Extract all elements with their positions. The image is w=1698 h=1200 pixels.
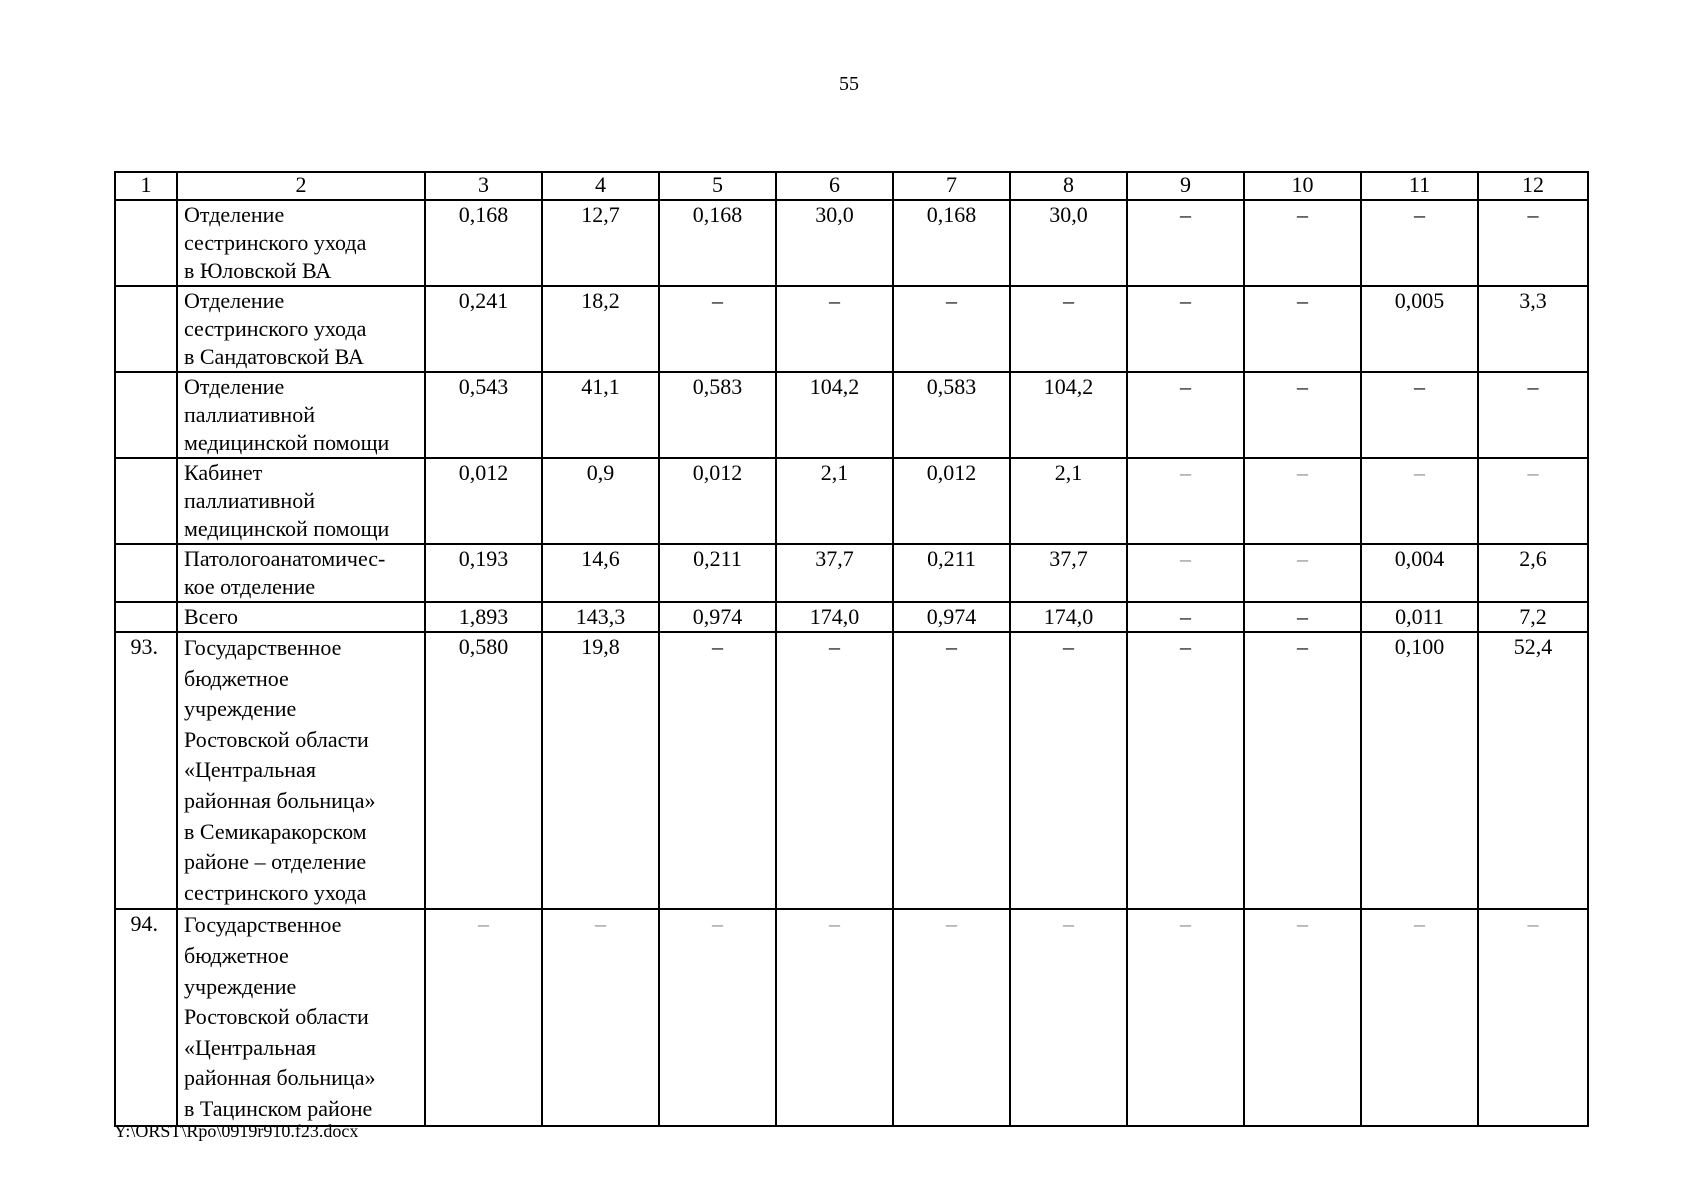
value-cell: 0,012 (425, 458, 542, 544)
table-row (115, 286, 1588, 372)
value-cell: – (1244, 632, 1361, 909)
value-cell: 30,0 (1010, 200, 1127, 286)
column-header: 2 (177, 172, 425, 200)
row-number-cell (115, 544, 177, 602)
value-cell: 0,211 (659, 544, 776, 602)
table-row (115, 632, 1588, 909)
value-cell: 0,974 (659, 602, 776, 632)
value-cell: 30,0 (776, 200, 893, 286)
institution-name-cell: Патологоанатомичес- кое отделение (177, 544, 425, 602)
value-cell: – (893, 909, 1010, 1125)
institution-name-cell: Государственное бюджетное учреждение Ростовской области «Центральная районная больница» в Семикаракорском районе – отделение сестринского ухода (177, 632, 425, 909)
value-cell: – (1244, 372, 1361, 458)
value-cell: 174,0 (776, 602, 893, 632)
value-cell: 52,4 (1478, 632, 1588, 909)
row-number-cell (115, 602, 177, 632)
value-cell: – (1010, 632, 1127, 909)
table-row (115, 909, 1588, 1125)
value-cell: 37,7 (776, 544, 893, 602)
row-number-cell (115, 200, 177, 286)
row-number-cell (115, 286, 177, 372)
institution-name-cell: Всего (177, 602, 425, 632)
column-header: 6 (776, 172, 893, 200)
value-cell: 104,2 (1010, 372, 1127, 458)
value-cell: 104,2 (776, 372, 893, 458)
value-cell: – (1127, 458, 1244, 544)
value-cell: 0,012 (893, 458, 1010, 544)
value-cell: – (1244, 602, 1361, 632)
value-cell: 0,168 (659, 200, 776, 286)
column-header: 11 (1361, 172, 1478, 200)
table-row (115, 200, 1588, 286)
value-cell: 0,004 (1361, 544, 1478, 602)
institution-name-cell: Кабинет паллиативной медицинской помощи (177, 458, 425, 544)
value-cell: 0,011 (1361, 602, 1478, 632)
value-cell: – (893, 632, 1010, 909)
row-number-cell (115, 458, 177, 544)
value-cell: 0,583 (893, 372, 1010, 458)
value-cell: 3,3 (1478, 286, 1588, 372)
column-header: 8 (1010, 172, 1127, 200)
value-cell: – (1244, 544, 1361, 602)
value-cell: – (1127, 200, 1244, 286)
column-header: 10 (1244, 172, 1361, 200)
value-cell: – (1127, 372, 1244, 458)
value-cell: – (1361, 200, 1478, 286)
value-cell: – (1127, 602, 1244, 632)
value-cell: – (1361, 458, 1478, 544)
value-cell: – (1127, 632, 1244, 909)
value-cell: 41,1 (542, 372, 659, 458)
column-header: 7 (893, 172, 1010, 200)
data-table (114, 171, 1589, 1127)
value-cell: – (1478, 372, 1588, 458)
value-cell: – (1127, 544, 1244, 602)
value-cell: – (1127, 909, 1244, 1125)
value-cell: – (1478, 909, 1588, 1125)
value-cell: 0,9 (542, 458, 659, 544)
row-number-cell: 93. (115, 632, 177, 909)
value-cell: – (1244, 458, 1361, 544)
value-cell: – (1244, 909, 1361, 1125)
value-cell: 0,100 (1361, 632, 1478, 909)
value-cell: 18,2 (542, 286, 659, 372)
value-cell: – (542, 909, 659, 1125)
column-header: 3 (425, 172, 542, 200)
row-number-cell (115, 372, 177, 458)
table-header-row (115, 172, 1588, 200)
value-cell: 0,241 (425, 286, 542, 372)
value-cell: – (659, 286, 776, 372)
column-header: 1 (115, 172, 177, 200)
value-cell: 0,211 (893, 544, 1010, 602)
institution-name-cell: Государственное бюджетное учреждение Ростовской области «Центральная районная больница» в Тацинском районе (177, 909, 425, 1125)
value-cell: – (659, 632, 776, 909)
value-cell: 2,1 (1010, 458, 1127, 544)
value-cell: – (776, 632, 893, 909)
value-cell: – (776, 286, 893, 372)
institution-name-cell: Отделение сестринского ухода в Юловской ВА (177, 200, 425, 286)
table-row (115, 602, 1588, 632)
table-row (115, 372, 1588, 458)
institution-name-cell: Отделение сестринского ухода в Сандатовской ВА (177, 286, 425, 372)
value-cell: – (1361, 909, 1478, 1125)
value-cell: – (893, 286, 1010, 372)
value-cell: 0,974 (893, 602, 1010, 632)
value-cell: 0,193 (425, 544, 542, 602)
value-cell: – (776, 909, 893, 1125)
value-cell: – (1010, 909, 1127, 1125)
value-cell: 7,2 (1478, 602, 1588, 632)
value-cell: 2,1 (776, 458, 893, 544)
column-header: 12 (1478, 172, 1588, 200)
value-cell: 0,543 (425, 372, 542, 458)
value-cell: 37,7 (1010, 544, 1127, 602)
value-cell: – (425, 909, 542, 1125)
column-header: 5 (659, 172, 776, 200)
row-number-cell: 94. (115, 909, 177, 1125)
value-cell: 0,580 (425, 632, 542, 909)
value-cell: 0,168 (893, 200, 1010, 286)
value-cell: 19,8 (542, 632, 659, 909)
value-cell: 0,012 (659, 458, 776, 544)
value-cell: 0,168 (425, 200, 542, 286)
page-number: 55 (839, 73, 859, 95)
value-cell: 12,7 (542, 200, 659, 286)
value-cell: – (1244, 200, 1361, 286)
value-cell: 14,6 (542, 544, 659, 602)
value-cell: 143,3 (542, 602, 659, 632)
value-cell: 1,893 (425, 602, 542, 632)
table-row (115, 544, 1588, 602)
column-header: 4 (542, 172, 659, 200)
value-cell: – (1010, 286, 1127, 372)
value-cell: – (1361, 372, 1478, 458)
value-cell: – (659, 909, 776, 1125)
value-cell: – (1478, 200, 1588, 286)
value-cell: – (1244, 286, 1361, 372)
footer-file-path: Y:\ORST\Rpo\0919r910.f23.docx (114, 1121, 359, 1141)
institution-name-cell: Отделение паллиативной медицинской помощи (177, 372, 425, 458)
value-cell: – (1127, 286, 1244, 372)
value-cell: 174,0 (1010, 602, 1127, 632)
column-header: 9 (1127, 172, 1244, 200)
value-cell: 0,005 (1361, 286, 1478, 372)
value-cell: 2,6 (1478, 544, 1588, 602)
table-row (115, 458, 1588, 544)
value-cell: 0,583 (659, 372, 776, 458)
value-cell: – (1478, 458, 1588, 544)
